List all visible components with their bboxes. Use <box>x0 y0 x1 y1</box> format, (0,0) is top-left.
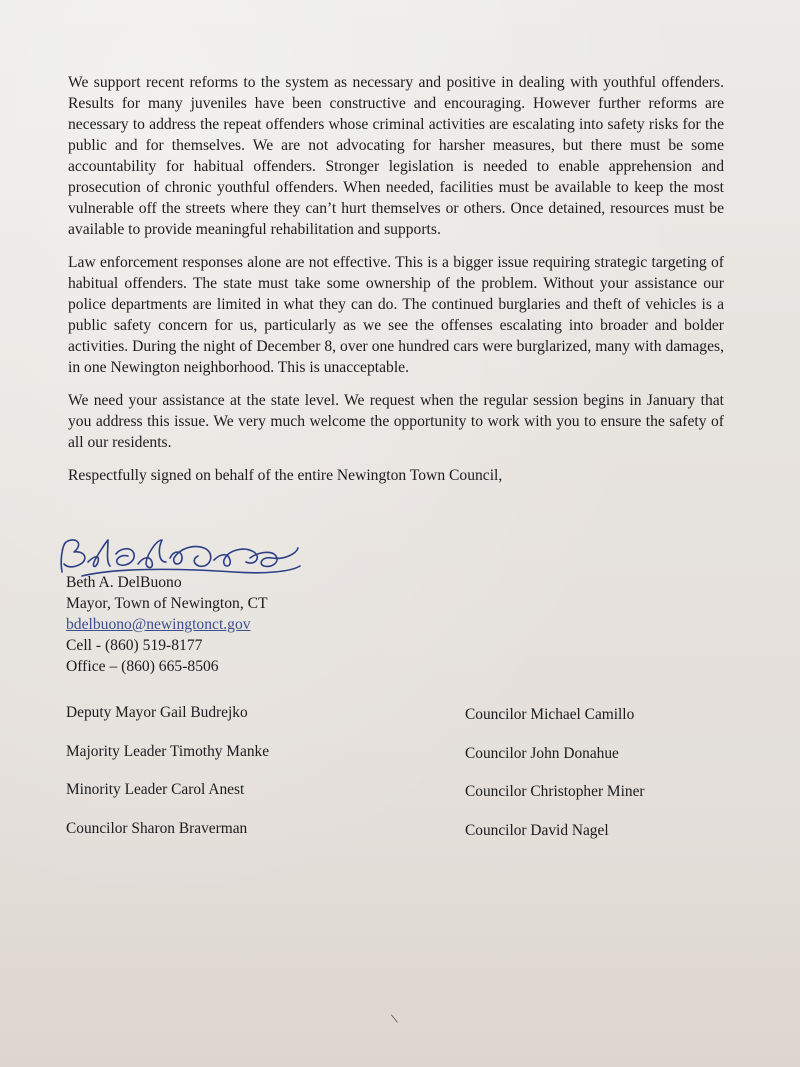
signer-title: Mayor, Town of Newington, CT <box>66 595 268 612</box>
paragraph-law-enforcement: Law enforcement responses alone are not effective. This is a bigger issue requiring strategic targeting of habitual offenders. The state must take some ownership of the problem. Without your assistance our police departments are limited in what they can do. The continued burglaries and theft of vehicles is a public safety concern for us, particularly as we see the offenses escalating into broader and bolder activities. During the night of December 8, over one hundred cars were burglarized, many with damages, in one Newington neighborhood. This is unacceptable. <box>68 254 724 376</box>
letter-body <box>68 72 724 498</box>
council-list-left <box>66 704 269 858</box>
signer-email-link[interactable]: bdelbuono@newingtonct.gov <box>66 616 251 633</box>
council-list-right <box>465 706 645 860</box>
signer-office-phone: Office – (860) 665-8506 <box>66 658 219 675</box>
council-member: Councilor David Nagel <box>465 821 609 839</box>
council-member: Deputy Mayor Gail Budrejko <box>66 704 248 721</box>
paragraph-state-assistance: We need your assistance at the state level. We request when the regular session begins in January that you address this issue. We very much welcome the opportunity to work with you to ensure the safety of all our residents. <box>68 392 724 451</box>
page-mark: \ <box>390 1011 400 1028</box>
paragraph-reforms: We support recent reforms to the system as necessary and positive in dealing with youthful offenders. Results for many juveniles have been constructive and encouraging. However further reforms are necessary to address the repeat offenders whose criminal activities are escalating into safety risks for the public and for themselves. We are not advocating for harsher measures, but there must be some accountability for habitual offenders. Stronger legislation is needed to enable apprehension and prosecution of chronic youthful offenders. When needed, facilities must be available to keep the most vulnerable off the streets where they can’t hurt themselves or others. Once detained, resources must be available to provide meaningful rehabilitation and supports. <box>68 74 724 238</box>
signer-cell-phone: Cell - (860) 519-8177 <box>66 637 203 654</box>
council-member: Councilor John Donahue <box>465 744 619 762</box>
council-member: Minority Leader Carol Anest <box>66 781 245 798</box>
council-member: Councilor Christopher Miner <box>465 783 645 800</box>
council-member: Councilor Sharon Braverman <box>66 819 248 837</box>
signature-block <box>66 572 268 677</box>
council-member: Majority Leader Timothy Manke <box>66 742 270 760</box>
council-member: Councilor Michael Camillo <box>465 706 635 723</box>
signer-name: Beth A. DelBuono <box>66 574 182 591</box>
closing-line: Respectfully signed on behalf of the entire Newington Town Council, <box>68 467 503 484</box>
